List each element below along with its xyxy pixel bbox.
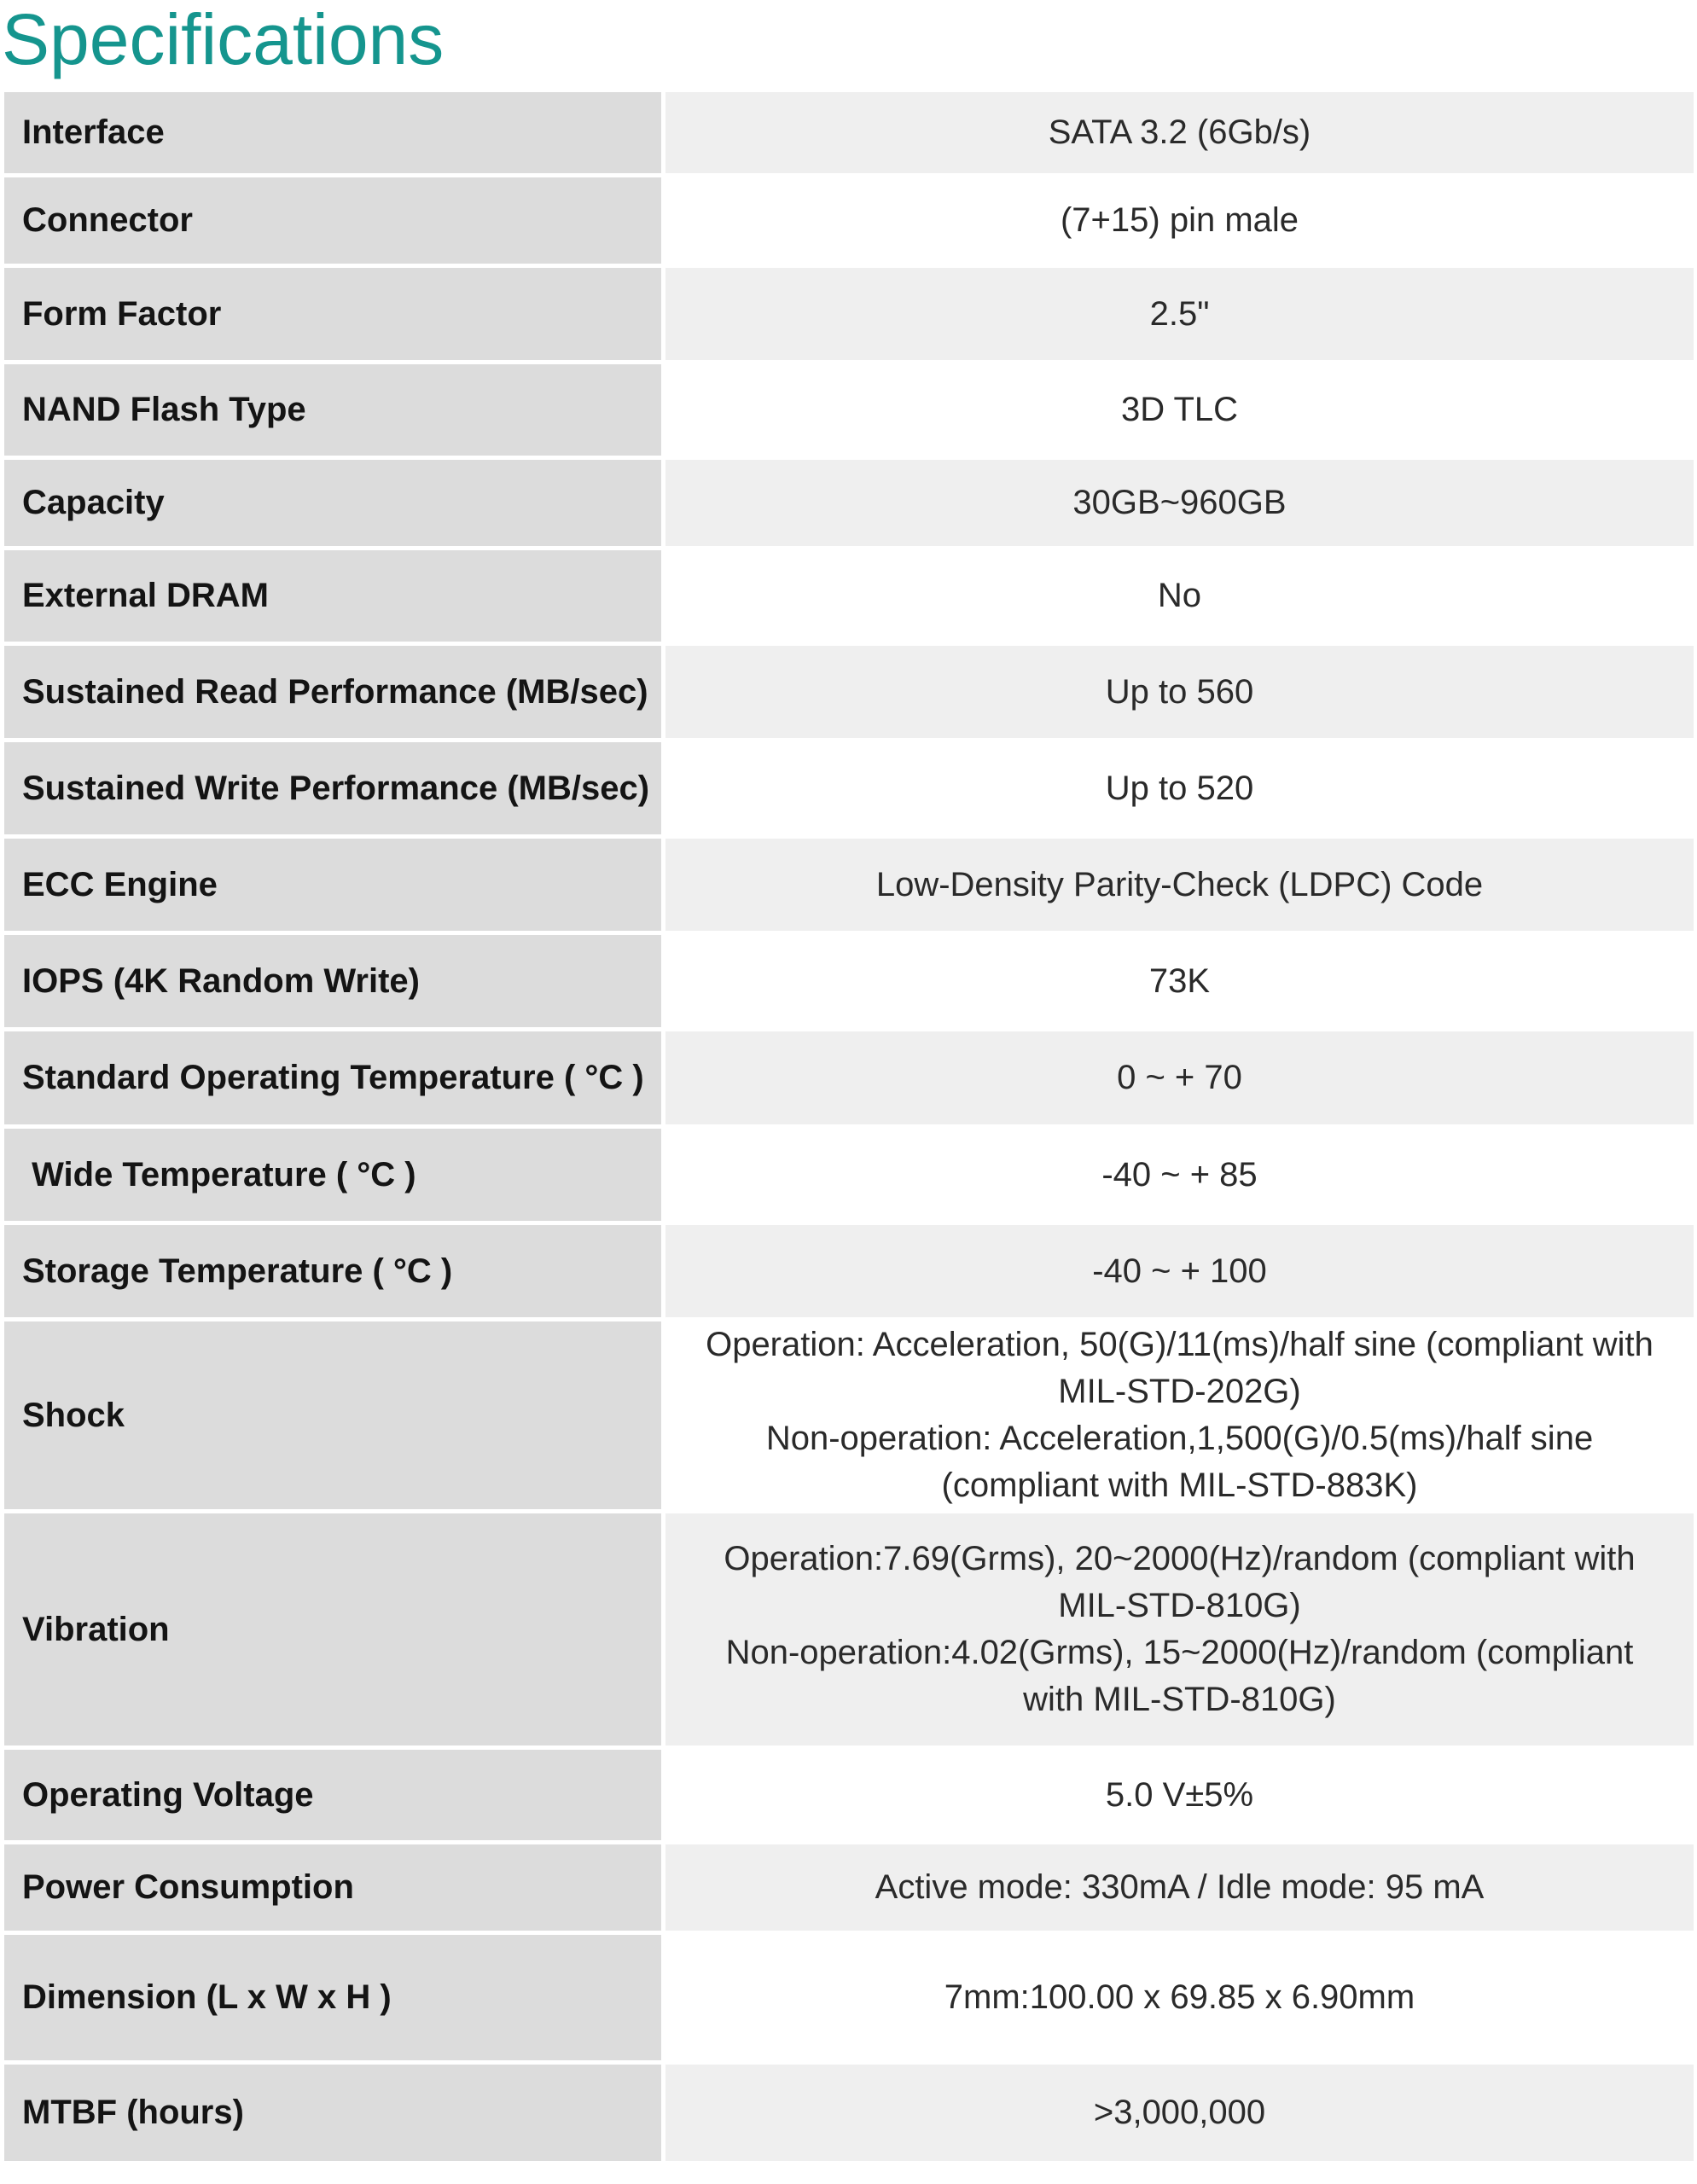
spec-value-line: Operation: Acceleration, 50(G)/11(ms)/half sine (compliant with xyxy=(706,1326,1653,1363)
spec-label: Vibration xyxy=(4,1513,665,1750)
spec-value-line: 2.5" xyxy=(1149,294,1210,333)
spec-label: Dimension (L x W x H ) xyxy=(4,1935,665,2065)
spec-row xyxy=(4,268,1694,364)
spec-label: Storage Temperature ( °C ) xyxy=(4,1225,665,1321)
spec-value-line: with MIL-STD-810G) xyxy=(1023,1681,1336,1718)
spec-label: Capacity xyxy=(4,460,665,550)
spec-label: MTBF (hours) xyxy=(4,2065,665,2161)
spec-value xyxy=(665,1844,1694,1935)
spec-label: Interface xyxy=(4,92,665,177)
spec-row xyxy=(4,364,1694,460)
spec-value-line: Active mode: 330mA / Idle mode: 95 mA xyxy=(875,1868,1485,1906)
spec-row xyxy=(4,1321,1694,1513)
spec-value-line: Up to 560 xyxy=(1105,672,1254,711)
spec-value xyxy=(665,742,1694,839)
spec-label: Wide Temperature ( °C ) xyxy=(4,1129,665,1225)
spec-value xyxy=(665,1750,1694,1844)
spec-label: External DRAM xyxy=(4,550,665,646)
spec-value-line: Low-Density Parity-Check (LDPC) Code xyxy=(875,865,1484,903)
specifications-table xyxy=(4,92,1694,2161)
spec-label: Standard Operating Temperature ( °C ) xyxy=(4,1031,665,1129)
spec-value xyxy=(665,364,1694,460)
spec-value-line: 3D TLC xyxy=(1120,391,1239,428)
spec-value-line: Non-operation:4.02(Grms), 15~2000(Hz)/random (compliant xyxy=(725,1634,1634,1671)
spec-label: Connector xyxy=(4,177,665,268)
spec-row xyxy=(4,2065,1694,2161)
spec-value xyxy=(665,268,1694,364)
spec-label: Operating Voltage xyxy=(4,1750,665,1844)
spec-value-line: (compliant with MIL-STD-883K) xyxy=(941,1467,1418,1504)
spec-label: NAND Flash Type xyxy=(4,364,665,460)
spec-value-line: No xyxy=(1157,577,1202,614)
spec-label: Shock xyxy=(4,1321,665,1513)
spec-row xyxy=(4,935,1694,1031)
spec-row xyxy=(4,646,1694,742)
spec-value-line: (7+15) pin male xyxy=(1060,201,1299,239)
spec-value-line: Up to 520 xyxy=(1105,769,1254,807)
spec-row xyxy=(4,1513,1694,1750)
spec-label: IOPS (4K Random Write) xyxy=(4,935,665,1031)
spec-value-line: 30GB~960GB xyxy=(1072,484,1287,521)
spec-row xyxy=(4,460,1694,550)
spec-value xyxy=(665,1225,1694,1321)
spec-value xyxy=(665,1513,1694,1750)
spec-label: Sustained Write Performance (MB/sec) xyxy=(4,742,665,839)
page-title: Specifications xyxy=(2,0,445,79)
spec-value xyxy=(665,550,1694,646)
spec-row xyxy=(4,1750,1694,1844)
spec-row xyxy=(4,1935,1694,2065)
spec-value xyxy=(665,646,1694,742)
spec-row xyxy=(4,1129,1694,1225)
spec-value-line: 5.0 V±5% xyxy=(1105,1775,1254,1814)
spec-value-line: Operation:7.69(Grms), 20~2000(Hz)/random (compliant with xyxy=(724,1540,1636,1577)
spec-value xyxy=(665,1129,1694,1225)
spec-row xyxy=(4,742,1694,839)
spec-row xyxy=(4,1225,1694,1321)
spec-value xyxy=(665,1935,1694,2065)
specifications-table-body xyxy=(4,92,1694,2161)
spec-value xyxy=(665,2065,1694,2161)
spec-row xyxy=(4,550,1694,646)
spec-label: Form Factor xyxy=(4,268,665,364)
spec-value-line: -40 ~ + 85 xyxy=(1101,1155,1258,1194)
spec-value-line: MIL-STD-202G) xyxy=(1058,1373,1301,1410)
spec-label: ECC Engine xyxy=(4,839,665,935)
spec-value xyxy=(665,935,1694,1031)
spec-value xyxy=(665,839,1694,935)
spec-value-line: Non-operation: Acceleration,1,500(G)/0.5(ms)/half sine xyxy=(765,1420,1594,1457)
spec-value-line: 0 ~ + 70 xyxy=(1117,1059,1242,1096)
spec-value-line: 7mm:100.00 x 69.85 x 6.90mm xyxy=(944,1978,1415,2016)
spec-value-line: >3,000,000 xyxy=(1093,2094,1266,2131)
spec-value-line: -40 ~ + 100 xyxy=(1092,1252,1267,1290)
spec-value xyxy=(665,92,1694,177)
spec-value-line: MIL-STD-810G) xyxy=(1058,1587,1301,1624)
spec-value xyxy=(665,460,1694,550)
spec-value xyxy=(665,177,1694,268)
spec-value-line: SATA 3.2 (6Gb/s) xyxy=(1048,113,1311,151)
spec-value-line: 73K xyxy=(1148,961,1211,1000)
spec-row xyxy=(4,839,1694,935)
spec-row xyxy=(4,1844,1694,1935)
spec-value xyxy=(665,1031,1694,1129)
spec-row xyxy=(4,1031,1694,1129)
spec-value xyxy=(665,1321,1694,1513)
spec-row xyxy=(4,177,1694,268)
spec-label: Sustained Read Performance (MB/sec) xyxy=(4,646,665,742)
spec-row xyxy=(4,92,1694,177)
spec-label: Power Consumption xyxy=(4,1844,665,1935)
